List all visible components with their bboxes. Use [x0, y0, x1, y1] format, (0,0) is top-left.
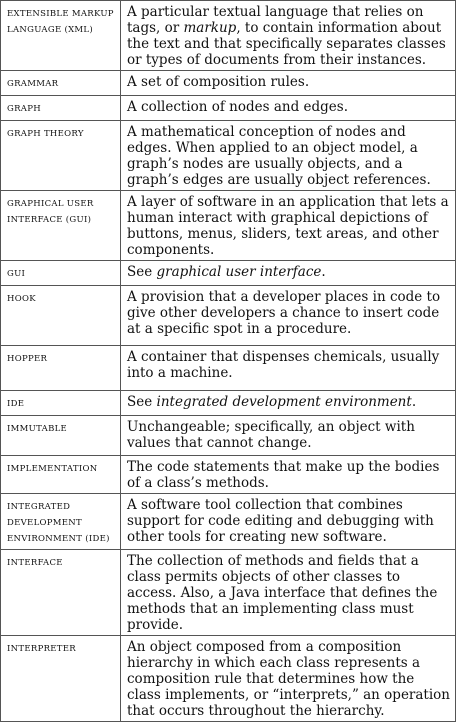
- glossary-term: HOPPER: [1, 346, 121, 391]
- glossary-term: EXTENSIBLE MARKUP LANGUAGE (XML): [1, 1, 121, 71]
- definition-text: A set of composition rules.: [127, 74, 310, 90]
- glossary-row: [1, 416, 456, 456]
- glossary-term: IMPLEMENTATION: [1, 456, 121, 494]
- glossary-term: HOOK: [1, 286, 121, 346]
- glossary-row: [1, 346, 456, 391]
- definition-text: The collection of methods and fields that a class permits objects of other classes to access. Also, a Java interface that defines the methods that an implementing class must provide.: [127, 553, 438, 633]
- glossary-term: IDE: [1, 391, 121, 416]
- glossary-row: [1, 71, 456, 96]
- glossary-body: [1, 1, 456, 722]
- glossary-definition: [121, 71, 456, 96]
- glossary-term: INTEGRATED DEVELOPMENT ENVIRONMENT (IDE): [1, 494, 121, 550]
- glossary-term: GRAMMAR: [1, 71, 121, 96]
- definition-text: A particular textual language that relies on tags, or: [127, 4, 424, 36]
- glossary-row: [1, 494, 456, 550]
- glossary-definition: [121, 416, 456, 456]
- definition-text: The code statements that make up the bodies of a class’s methods.: [127, 459, 440, 491]
- glossary-definition: [121, 456, 456, 494]
- definition-text: See: [127, 394, 157, 410]
- glossary-definition: [121, 261, 456, 286]
- glossary-term: INTERPRETER: [1, 636, 121, 722]
- definition-text: .: [411, 394, 417, 410]
- glossary-definition: [121, 346, 456, 391]
- definition-emphasis: integrated development environment: [156, 394, 412, 410]
- glossary-row: [1, 391, 456, 416]
- glossary-definition: [121, 1, 456, 71]
- definition-text: A layer of software in an application that lets a human interact with graphical depictions of buttons, menus, sliders, text areas, and other components.: [127, 194, 449, 258]
- definition-emphasis: graphical user interface: [156, 264, 322, 280]
- glossary-term: IMMUTABLE: [1, 416, 121, 456]
- glossary-definition: [121, 494, 456, 550]
- glossary-term: GUI: [1, 261, 121, 286]
- definition-text: .: [321, 264, 326, 280]
- definition-text: See: [127, 264, 157, 280]
- glossary-definition: [121, 121, 456, 191]
- glossary-definition: [121, 286, 456, 346]
- glossary-definition: [121, 191, 456, 261]
- definition-text: A mathematical conception of nodes and edges. When applied to an object model, a graph’s nodes are usually objects, and a graph’s edges are usually object references.: [127, 124, 431, 188]
- glossary-term: GRAPH THEORY: [1, 121, 121, 191]
- glossary-row: [1, 261, 456, 286]
- glossary-row: [1, 191, 456, 261]
- glossary-definition: [121, 636, 456, 722]
- glossary-row: [1, 96, 456, 121]
- definition-text: A software tool collection that combines support for code editing and debugging with other tools for creating new software.: [127, 497, 434, 545]
- definition-text: A collection of nodes and edges.: [127, 99, 349, 115]
- glossary-row: [1, 456, 456, 494]
- glossary-row: [1, 1, 456, 71]
- definition-text: , to contain information about the text and that specifically separates classes or types of documents from their instances.: [127, 20, 446, 68]
- glossary-row: [1, 286, 456, 346]
- definition-emphasis: markup: [183, 20, 237, 36]
- glossary-definition: [121, 550, 456, 636]
- glossary-term: INTERFACE: [1, 550, 121, 636]
- definition-text: Unchangeable; specifically, an object with values that cannot change.: [127, 419, 415, 451]
- glossary-term: GRAPH: [1, 96, 121, 121]
- glossary-definition: [121, 391, 456, 416]
- definition-text: An object composed from a composition hierarchy in which each class represents a composition rule that determines how the class implements, or “interprets,” an operation that occurs throughout the hierarchy.: [127, 639, 450, 719]
- glossary-row: [1, 636, 456, 722]
- glossary-term: GRAPHICAL USER INTERFACE (GUI): [1, 191, 121, 261]
- definition-text: A provision that a developer places in code to give other developers a chance to insert code at a specific spot in a procedure.: [127, 289, 441, 337]
- glossary-row: [1, 121, 456, 191]
- definition-text: A container that dispenses chemicals, usually into a machine.: [127, 349, 440, 381]
- glossary-definition: [121, 96, 456, 121]
- glossary-row: [1, 550, 456, 636]
